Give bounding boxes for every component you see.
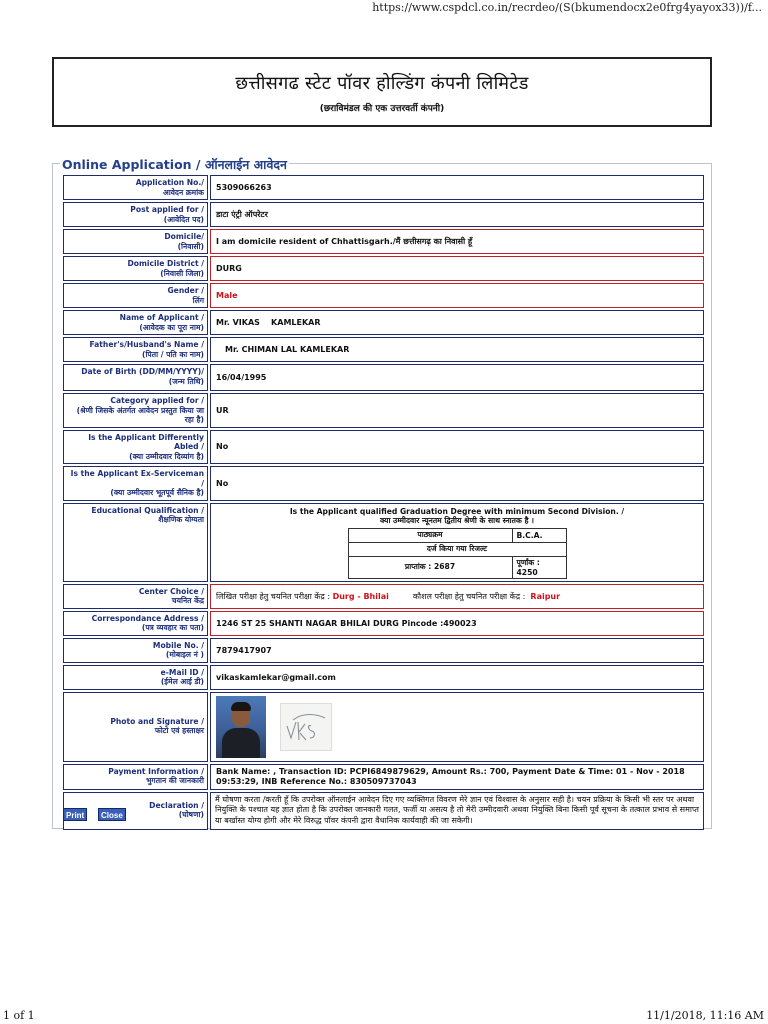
- row-center: [63, 584, 704, 609]
- value-ex-serviceman: No: [210, 466, 704, 501]
- row-application-no: [63, 175, 704, 200]
- print-header-url: https://www.cspdcl.co.in/recrdeo/(S(bkumendocx2e0frg4yayox33))/f...: [372, 1, 762, 14]
- value-education: [210, 503, 704, 582]
- row-category: [63, 393, 704, 428]
- label-mobile: Mobile No. / (मोबाइल नं ): [63, 638, 208, 663]
- close-button[interactable]: Close: [98, 808, 126, 821]
- value-declaration: मैं घोषणा करता /करती हूँ कि उपरोक्त ऑनलाईन आवेदन दिए गए व्यक्तिगत विवरण मेरे ज्ञान एवं विश्वास के अनुसार सही है। चयन प्रक्रिया के किसी भी स्तर पर अथवा नियुक्ति के पश्चात यह ज्ञात होता है कि उपरोक्त जानकारी गलत, फर्जी या असत्य है तो मेरी उम्मीदवारी अथवा नियुक्ति बिना किसी पूर्व सूचना के तत्काल प्रभाव से समाप्त या बर्खास्त योग्य होगी और मेरे विरुद्ध पॉवर कंपनी द्वारा वैधानिक कार्यवाही की जा सकेगी।: [210, 792, 704, 830]
- skill-center-label: कौशल परीक्षा हेतु चयनित परीक्षा केंद्र :: [412, 591, 526, 601]
- label-photo: Photo and Signature / फोटो एवं हस्ताक्षर: [63, 692, 208, 762]
- label-domicile: Domicile/ (निवासी): [63, 229, 208, 254]
- row-declaration: [63, 792, 704, 830]
- value-gender-box: [210, 283, 704, 308]
- label-application-no: Application No./ आवेदन क्रमांक: [63, 175, 208, 200]
- value-center: [210, 584, 704, 609]
- row-gender: [63, 283, 704, 308]
- applicant-signature: [280, 703, 332, 751]
- company-header: [52, 57, 712, 127]
- skill-center-value: Raipur: [530, 591, 561, 601]
- label-applicant-name: Name of Applicant / (आवेदक का पूरा नाम): [63, 310, 208, 335]
- row-domicile-district: [63, 256, 704, 281]
- label-differently-abled: Is the Applicant Differently Abled / (क्या उम्मीदवार दिव्यांग है): [63, 430, 208, 465]
- label-gender: Gender / लिंग: [63, 283, 208, 308]
- row-domicile: [63, 229, 704, 254]
- print-button[interactable]: Print: [63, 808, 87, 821]
- label-category: Category applied for / (श्रेणी जिसके अंतर्गत आवेदन प्रस्तुत किया जा रहा है): [63, 393, 208, 428]
- value-payment: Bank Name: , Transaction ID: PCPI6849879629, Amount Rs.: 700, Payment Date & Time: 01 - Nov - 2018 09:53:29, INB Reference No.: 830509737043: [210, 764, 704, 790]
- education-question-hi: क्या उम्मीदवार न्यूनतम द्वितीय श्रेणी के साथ स्नातक है ।: [379, 515, 535, 525]
- fieldset-legend: Online Application / ऑनलाईन आवेदन: [62, 157, 287, 172]
- label-post: Post applied for / (आवेदित पद): [63, 202, 208, 227]
- value-photo: [210, 692, 704, 762]
- course-value: B.C.A.: [512, 528, 566, 542]
- value-dob: 16/04/1995: [210, 364, 704, 391]
- print-page-count: 1 of 1: [3, 1009, 35, 1022]
- education-question-en: Is the Applicant qualified Graduation Degree with minimum Second Division. /: [289, 506, 625, 516]
- value-father-name: Mr. CHIMAN LAL KAMLEKAR: [210, 337, 704, 362]
- row-differently-abled: [63, 430, 704, 465]
- label-email: e-Mail ID / (ईमेल आई डी): [63, 665, 208, 690]
- value-differently-abled: No: [210, 430, 704, 465]
- value-post: डाटा एंट्री ऑपरेटर: [210, 202, 704, 227]
- row-ex-serviceman: [63, 466, 704, 501]
- row-post: [63, 202, 704, 227]
- label-address: Correspondance Address / (पत्र व्यवहार का पता): [63, 611, 208, 636]
- row-education: [63, 503, 704, 582]
- row-photo: [63, 692, 704, 762]
- label-ex-serviceman: Is the Applicant Ex-Serviceman / (क्या उम्मीदवार भूतपूर्व सैनिक है): [63, 466, 208, 501]
- company-subtitle: (छराविमंडल की एक उत्तरवर्ती कंपनी): [319, 104, 445, 114]
- label-father-name: Father's/Husband's Name / (पिता / पति का नाम): [63, 337, 208, 362]
- written-center-value: Durg - Bhilai: [332, 591, 389, 601]
- written-center-label: लिखित परीक्षा हेतु चयनित परीक्षा केंद्र :: [216, 591, 331, 601]
- value-applicant-name: Mr. VIKAS KAMLEKAR: [210, 310, 704, 335]
- label-payment: Payment Information / भुगतान की जानकारी: [63, 764, 208, 790]
- row-mobile: [63, 638, 704, 663]
- row-email: [63, 665, 704, 690]
- result-label: दर्ज किया गया रिजल्ट: [348, 542, 566, 556]
- row-address: [63, 611, 704, 636]
- marks-total: पूर्णांक : 4250: [512, 556, 566, 578]
- row-payment: [63, 764, 704, 790]
- application-rows: [63, 175, 704, 832]
- value-email: vikaskamlekar@gmail.com: [210, 665, 704, 690]
- row-applicant-name: [63, 310, 704, 335]
- applicant-photo: [216, 696, 266, 758]
- print-timestamp: 11/1/2018, 11:16 AM: [646, 1009, 764, 1022]
- company-name: छत्तीसगढ स्टेट पॉवर होल्डिंग कंपनी लिमिटेड: [235, 73, 529, 94]
- label-center: Center Choice / चयनित केंद्र: [63, 584, 208, 609]
- label-dob: Date of Birth (DD/MM/YYYY)/ (जन्म तिथि): [63, 364, 208, 391]
- row-dob: [63, 364, 704, 391]
- marks-obtained: प्राप्तांक : 2687: [348, 556, 512, 578]
- education-table: [348, 528, 567, 579]
- value-domicile-district: DURG: [210, 256, 704, 281]
- value-mobile: 7879417907: [210, 638, 704, 663]
- value-gender: Male: [216, 291, 238, 300]
- value-domicile: I am domicile resident of Chhattisgarh./मैं छत्तीसगढ़ का निवासी हूँ: [210, 229, 704, 254]
- label-education: Educational Qualification / शैक्षणिक योग्यता: [63, 503, 208, 582]
- row-father-name: [63, 337, 704, 362]
- label-declaration: Declaration / (घोषणा): [63, 792, 208, 830]
- label-domicile-district: Domicile District / (निवासी जिला): [63, 256, 208, 281]
- value-application-no: 5309066263: [210, 175, 704, 200]
- signature-drawing: [281, 704, 331, 750]
- value-address: 1246 ST 25 SHANTI NAGAR BHILAI DURG Pincode :490023: [210, 611, 704, 636]
- course-label: पाठ्यक्रम: [348, 528, 512, 542]
- value-category: UR: [210, 393, 704, 428]
